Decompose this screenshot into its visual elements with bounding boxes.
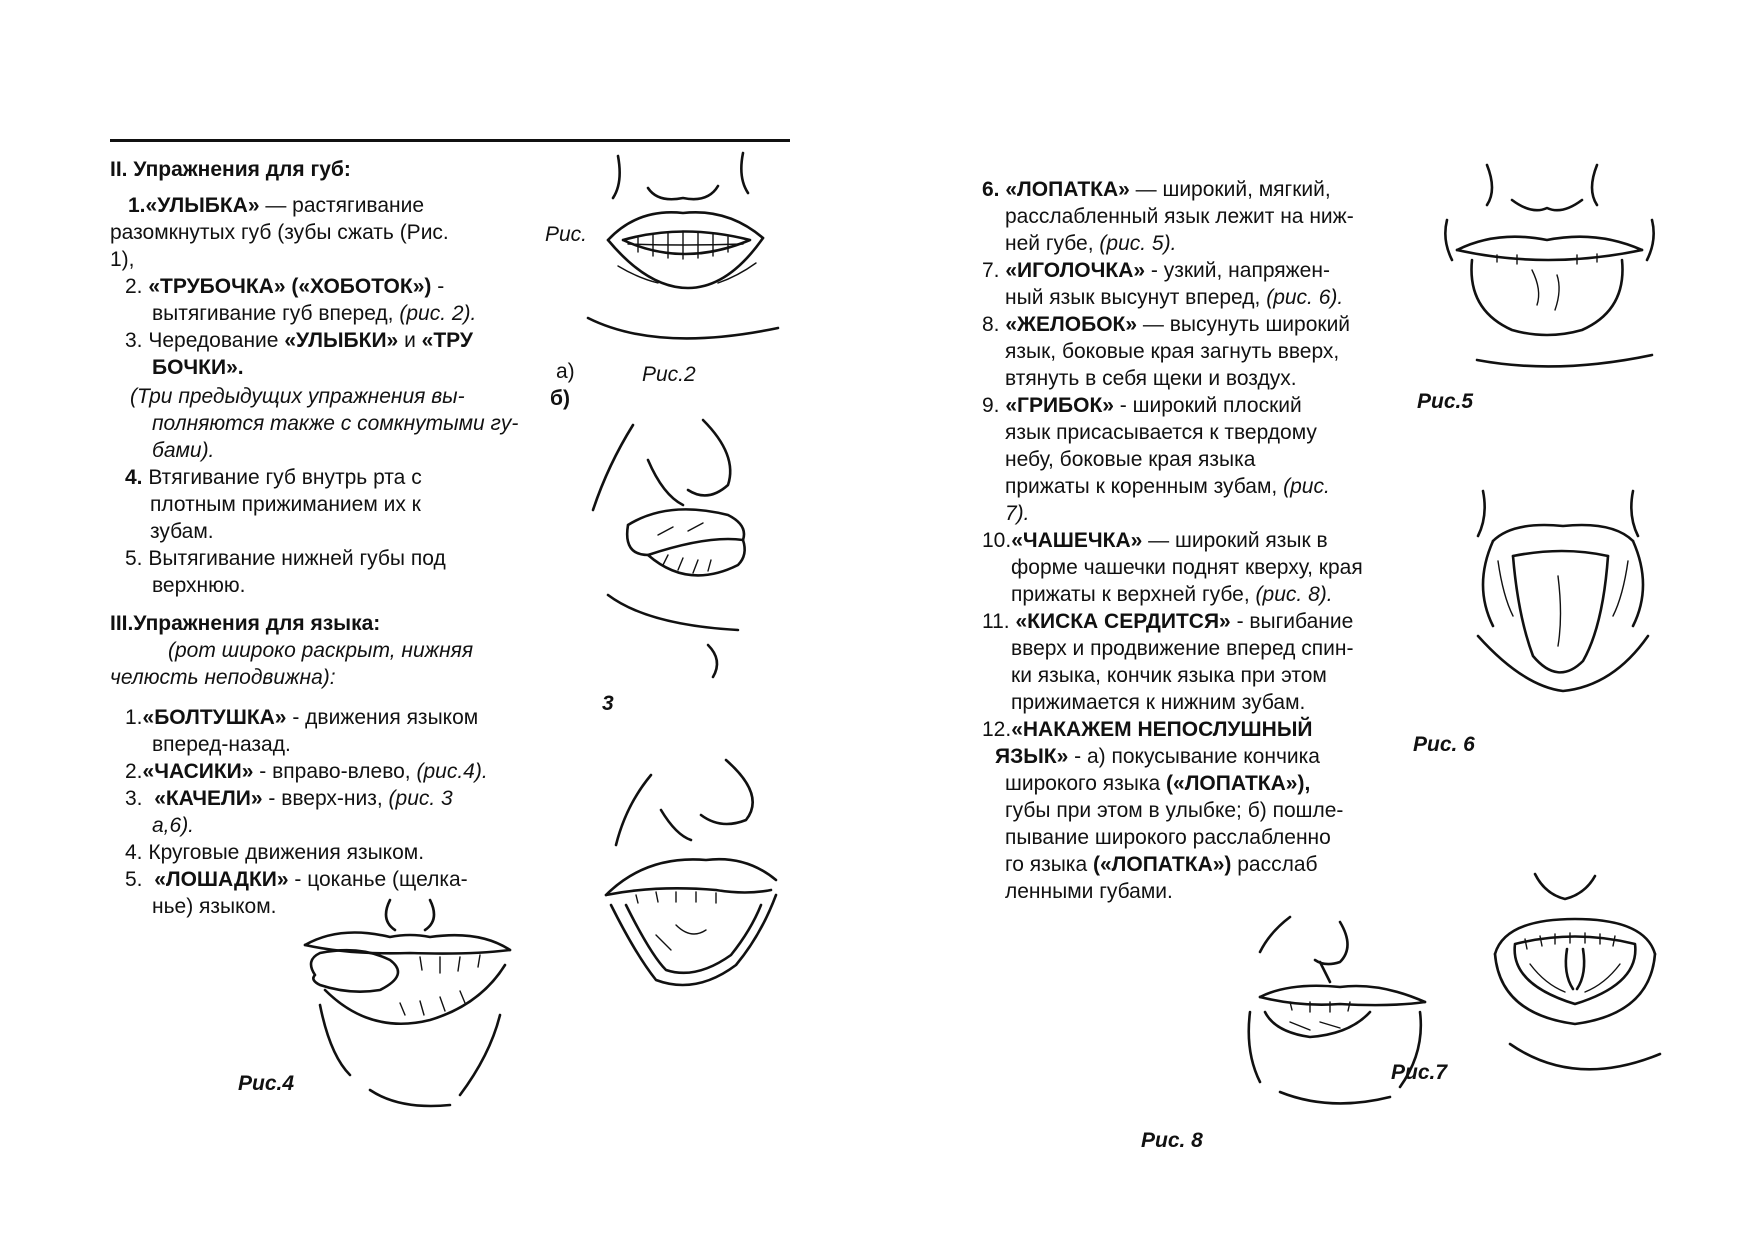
tongue-item-2: 2.«ЧАСИКИ» - вправо-влево, (рис.4). [125, 760, 488, 783]
tongue-item-11-line2: вверх и продвижение вперед спин- [1011, 637, 1354, 660]
tongue-item-12-line7: ленными губами. [1005, 880, 1173, 903]
tongue-item-7-line2: ный язык высунут вперед, (рис. 6). [1005, 286, 1344, 309]
fig1-caption: Рис. [545, 223, 588, 246]
tongue-item-5: 5. «ЛОШАДКИ» - цоканье (щелка- [125, 868, 468, 891]
tongue-item-9-line2: язык присасывается к твердому [1005, 421, 1317, 444]
label-b: б) [550, 387, 570, 410]
lips-note-line3: бами). [152, 439, 215, 462]
tongue-item-10-line2: форме чашечки поднят кверху, края [1011, 556, 1363, 579]
lips-item-5-line2: верхнюю. [152, 574, 246, 597]
fig1-svg [578, 148, 788, 358]
fig4-svg [300, 895, 520, 1120]
tongue-item-3-line2: а,6). [152, 814, 195, 837]
lips-note-line1: (Три предыдущих упражнения вы- [130, 385, 465, 408]
tongue-item-11-line4: прижимается к нижним зубам. [1011, 691, 1306, 714]
lips-item-1: 1.«УЛЫБКА» — растягивание [128, 194, 425, 217]
tongue-item-10: 10.«ЧАШЕЧКА» — широкий язык в [982, 529, 1328, 552]
fig3-open-mouth-illustration [596, 755, 796, 995]
fig3-svg [596, 755, 796, 995]
lips-item-4: 4. Втягивание губ внутрь рта с [125, 466, 422, 489]
tongue-item-9-line3: небу, боковые края языка [1005, 448, 1256, 471]
fig1-smile-illustration [578, 148, 788, 358]
lips-item-4-line2: плотным прижиманием их к [150, 493, 421, 516]
fig4-tongue-side-illustration [300, 895, 520, 1120]
fig6-svg [1463, 486, 1659, 720]
lips-item-5: 5. Вытягивание нижней губы под [125, 547, 446, 570]
lips-item-3-line2: БОЧКИ». [152, 356, 244, 379]
lips-item-2-line2: вытягивание губ вперед, (рис. 2). [152, 302, 477, 325]
tongue-item-1-line2: вперед-назад. [152, 733, 291, 756]
lips-item-2: 2. «ТРУБОЧКА» («ХОБОТОК») - [125, 275, 445, 298]
fig3-caption: 3 [602, 692, 614, 715]
lips-item-4-line3: зубам. [150, 520, 214, 543]
fig8-cup-tongue-illustration [1230, 912, 1435, 1112]
tongue-item-12-line4: губы при этом в улыбке; б) пошле- [1005, 799, 1344, 822]
tongue-item-12-line6: го языка («ЛОПАТКА») расслаб [1005, 853, 1318, 876]
tongue-item-9-line4: прижаты к коренным зубам, (рис. [1005, 475, 1330, 498]
tongue-item-8: 8. «ЖЕЛОБОК» — высунуть широкий [982, 313, 1351, 336]
tongue-item-6-line2: расслабленный язык лежит на ниж- [1005, 205, 1354, 228]
tongue-item-12-line2: ЯЗЫК» - а) покусывание кончика [995, 745, 1320, 768]
tongue-note-line1: (рот широко раскрыт, нижняя [168, 639, 474, 662]
fig6-needle-tongue-illustration [1463, 486, 1659, 720]
fig4-caption: Рис.4 [238, 1072, 295, 1095]
tongue-item-3: 3. «КАЧЕЛИ» - вверх-низ, (рис. 3 [125, 787, 453, 810]
tongue-item-6-line3: ней губе, (рис. 5). [1005, 232, 1177, 255]
fig2-tube-lips-illustration [588, 415, 763, 680]
tongue-item-4: 4. Круговые движения языком. [125, 841, 425, 864]
tongue-item-6: 6. «ЛОПАТКА» — широкий, мягкий, [982, 178, 1331, 201]
tongue-item-12-line3: широкого языка («ЛОПАТКА»), [1005, 772, 1311, 795]
top-rule [110, 139, 790, 142]
tongue-item-1: 1.«БОЛТУШКА» - движения языком [125, 706, 479, 729]
tongue-note-line2: челюсть неподвижна): [110, 666, 336, 689]
fig6-caption: Рис. 6 [1413, 733, 1475, 756]
lips-heading: II. Упражнения для губ: [110, 158, 351, 181]
tongue-item-11: 11. «КИСКА СЕРДИТСЯ» - выгибание [982, 610, 1354, 633]
tongue-item-7: 7. «ИГОЛОЧКА» - узкий, напряжен- [982, 259, 1330, 282]
fig8-svg [1230, 912, 1435, 1112]
tongue-item-12: 12.«НАКАЖЕМ НЕПОСЛУШНЫЙ [982, 718, 1313, 741]
fig5-spade-tongue-illustration [1437, 160, 1662, 385]
tongue-item-10-line3: прижаты к верхней губе, (рис. 8). [1011, 583, 1333, 606]
fig8-caption: Рис. 8 [1141, 1129, 1203, 1152]
fig5-caption: Рис.5 [1417, 390, 1474, 413]
fig2-svg [588, 415, 763, 680]
tongue-item-8-line2: язык, боковые края загнуть вверх, [1005, 340, 1340, 363]
tongue-item-9-line5: 7). [1005, 502, 1030, 525]
tongue-heading: III.Упражнения для языка: [110, 612, 381, 635]
fig7-caption: Рис.7 [1391, 1061, 1448, 1084]
fig7-mushroom-tongue-illustration [1485, 864, 1667, 1094]
fig7-svg [1485, 864, 1667, 1094]
tongue-item-9: 9. «ГРИБОК» - широкий плоский [982, 394, 1302, 417]
lips-item-3: 3. Чередование «УЛЫБКИ» и «ТРУ [125, 329, 473, 352]
lips-item-1-line3: 1), [110, 248, 135, 271]
right-page [877, 0, 1754, 1241]
tongue-item-12-line5: пывание широкого расслабленно [1005, 826, 1331, 849]
tongue-item-5-line2: нье) языком. [152, 895, 277, 918]
fig2-caption: Рис.2 [642, 363, 696, 386]
lips-note-line2: полняются также с сомкнутыми гу- [152, 412, 519, 435]
tongue-item-11-line3: ки языка, кончик языка при этом [1011, 664, 1327, 687]
lips-item-1-line2: разомкнутых губ (зубы сжать (Рис. [110, 221, 449, 244]
label-a: а) [556, 360, 575, 383]
tongue-item-8-line3: втянуть в себя щеки и воздух. [1005, 367, 1297, 390]
fig5-svg [1437, 160, 1662, 385]
